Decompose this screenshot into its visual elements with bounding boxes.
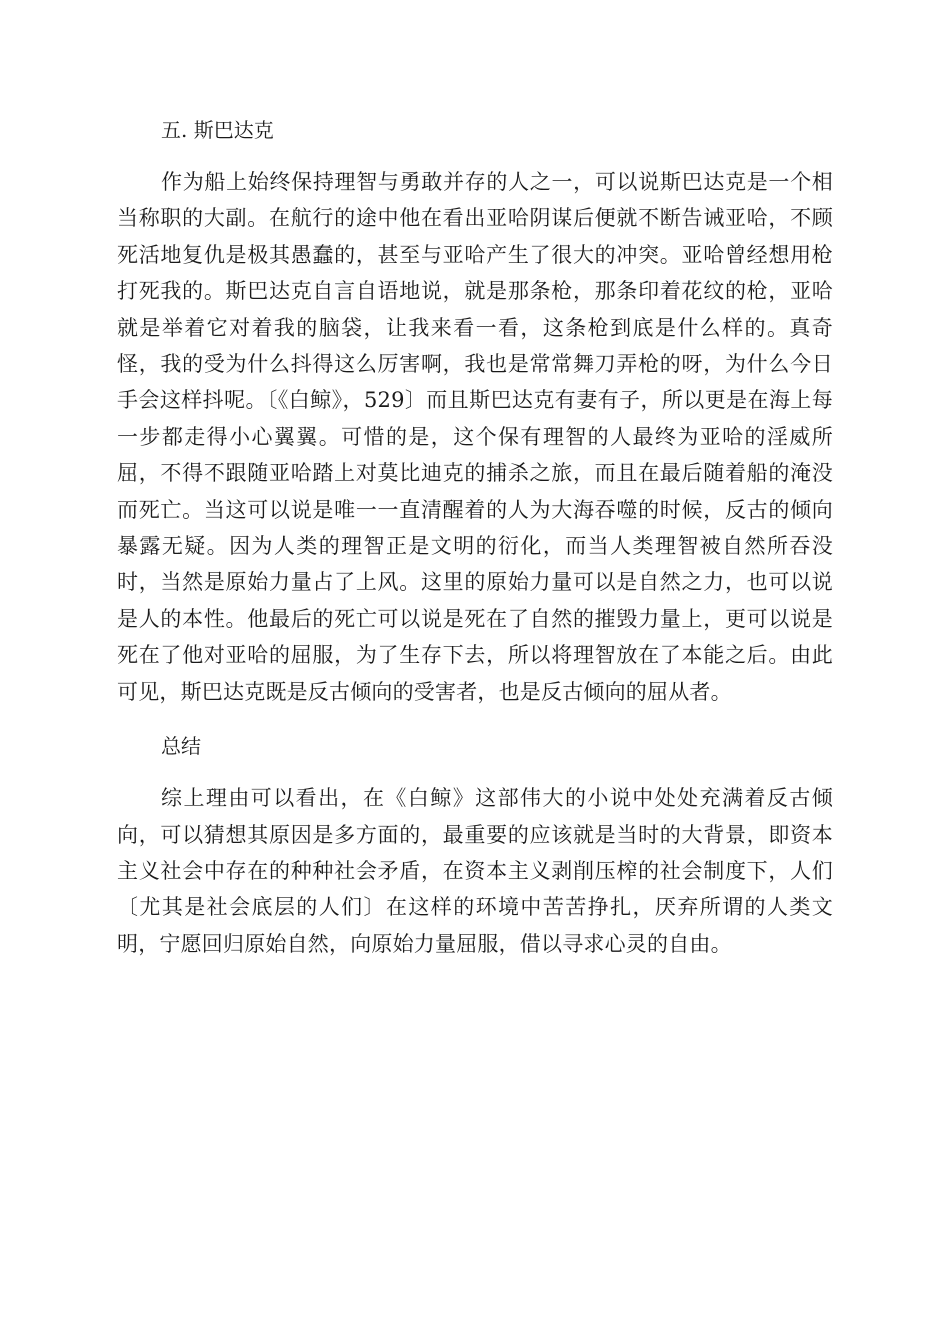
section-heading-summary: 总结 <box>161 734 201 759</box>
section-paragraph-spartak: 作为船上始终保持理智与勇敢并存的人之一，可以说斯巴达克是一个相当称职的大副。在航行的途中他在看出亚哈阴谋后便就不断告诫亚哈，不顾死活地复仇是极其愚蠢的，甚至与亚哈产生了很大的冲突。亚哈曾经想用枪打死我的。斯巴达克自言自语地说，就是那条枪，那条印着花纹的枪，亚哈就是举着它对着我的脑袋，让我来看一看，这条枪到底是什么样的。真奇怪，我的受为什么抖得这么厉害啊，我也是常常舞刀弄枪的呀，为什么今日手会这样抖呢。〔《白鲸》，529〕而且斯巴达克有妻有子，所以更是在海上每一步都走得小心翼翼。可惜的是，这个保有理智的人最终为亚哈的淫威所屈，不得不跟随亚哈踏上对莫比迪克的捕杀之旅，而且在最后随着船的淹没而死亡。当这可以说是唯一一直清醒着的人为大海吞噬的时候，反古的倾向暴露无疑。因为人类的理智正是文明的衍化，而当人类理智被自然所吞没时，当然是原始力量占了上风。这里的原始力量可以是自然之力，也可以说是人的本性。他最后的死亡可以说是死在了自然的摧毁力量上，更可以说是死在了他对亚哈的屈服，为了生存下去，所以将理智放在了本能之后。由此可见，斯巴达克既是反古倾向的受害者，也是反古倾向的屈从者。 <box>117 170 833 704</box>
document-page <box>117 112 833 980</box>
section-paragraph-summary: 综上理由可以看出，在《白鲸》这部伟大的小说中处处充满着反古倾向，可以猜想其原因是多方面的，最重要的应该就是当时的大背景，即资本主义社会中存在的种种社会矛盾，在资本主义剥削压榨的社会制度下，人们〔尤其是社会底层的人们〕在这样的环境中苦苦挣扎，厌弃所谓的人类文明，宁愿回归原始自然，向原始力量屈服，借以寻求心灵的自由。 <box>117 786 833 956</box>
section-heading-spartak: 五. 斯巴达克 <box>161 118 274 142</box>
